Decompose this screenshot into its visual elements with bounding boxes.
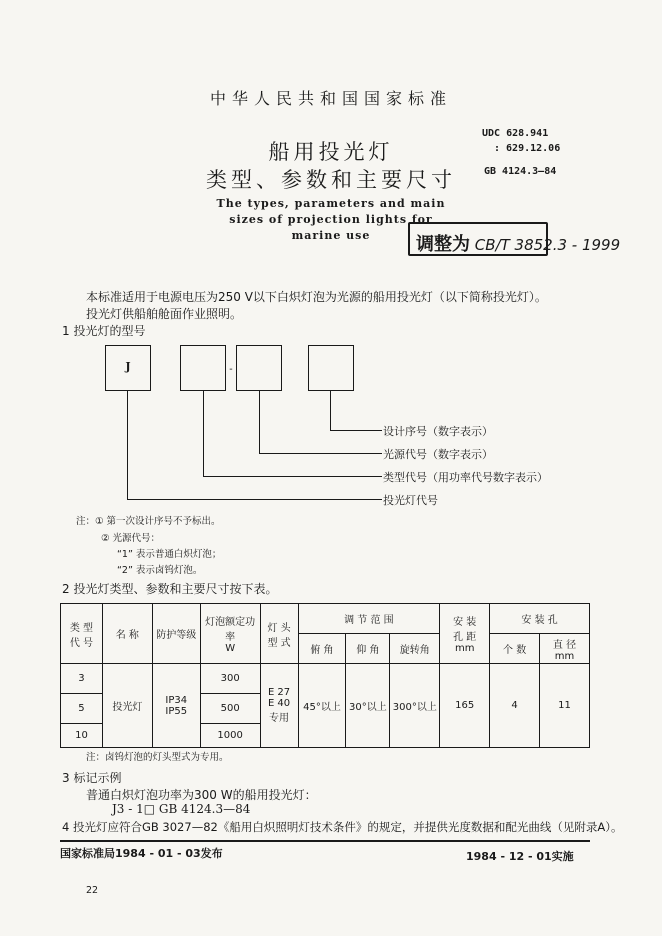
section2-heading: 2 投光灯类型、参数和主要尺寸按下表。 bbox=[62, 582, 278, 596]
note-2b: “2” 表示卤钨灯泡。 bbox=[117, 565, 203, 576]
model-box-1 bbox=[105, 345, 151, 391]
cell-protection: IP34 IP55 bbox=[152, 664, 200, 748]
th-hole-diameter: 直 径 mm bbox=[540, 634, 590, 664]
cell-power-300: 300 bbox=[200, 664, 260, 694]
connector-lamp-h bbox=[127, 499, 382, 500]
th-hole-count: 个 数 bbox=[490, 634, 540, 664]
th-mount-holes: 安 装 孔 bbox=[490, 604, 590, 634]
connector-source-v bbox=[259, 391, 260, 454]
english-title-line1: The types, parameters and main bbox=[216, 197, 446, 210]
cell-type-5: 5 bbox=[61, 694, 103, 724]
page-number: 22 bbox=[86, 885, 99, 896]
label-lamp-code: 投光灯代号 bbox=[383, 494, 438, 507]
th-rotation: 旋转角 bbox=[390, 634, 440, 664]
th-protection: 防护等级 bbox=[152, 604, 200, 664]
model-box-3 bbox=[236, 345, 282, 391]
label-type-code: 类型代号（用功率代号数字表示） bbox=[383, 471, 548, 484]
cell-type-3: 3 bbox=[61, 664, 103, 694]
udc-code-line2: : 629.12.06 bbox=[494, 143, 561, 154]
label-design-number: 设计序号（数字表示） bbox=[383, 425, 493, 438]
note-1: 注：① 第一次设计序号不予标出。 bbox=[76, 516, 221, 527]
th-pitch-up: 仰 角 bbox=[346, 634, 390, 664]
revision-stamp bbox=[408, 222, 621, 256]
cell-pitch-down: 45°以上 bbox=[298, 664, 346, 748]
stamp-main-text: 调整为 bbox=[416, 234, 470, 255]
cell-name: 投光灯 bbox=[102, 664, 152, 748]
cell-cap-type: E 27 E 40 专用 bbox=[260, 664, 298, 748]
connector-design-v bbox=[330, 391, 331, 431]
cell-rotation: 300°以上 bbox=[390, 664, 440, 748]
cell-pitch-up: 30°以上 bbox=[346, 664, 390, 748]
cell-mount-distance: 165 bbox=[440, 664, 490, 748]
th-type-code: 类 型 代 号 bbox=[61, 604, 103, 664]
cell-power-500: 500 bbox=[200, 694, 260, 724]
udc-code-line1: UDC 628.941 bbox=[482, 128, 549, 139]
connector-source-h bbox=[259, 453, 382, 454]
th-adjust-range: 调 节 范 围 bbox=[298, 604, 440, 634]
model-box-4 bbox=[308, 345, 354, 391]
model-box-1-letter: J bbox=[125, 360, 131, 373]
stamp-code-text: CB/T 3852.3 - 1999 bbox=[474, 236, 621, 254]
model-dash: - bbox=[229, 364, 233, 375]
intro-usage-text: 投光灯供船舶舱面作业照明。 bbox=[86, 307, 243, 321]
connector-type-h bbox=[203, 476, 382, 477]
national-standard-heading: 中华人民共和国国家标准 bbox=[209, 89, 452, 108]
th-mount-distance: 安 装 孔 距 mm bbox=[440, 604, 490, 664]
connector-type-v bbox=[203, 391, 204, 477]
gb-standard-code: GB 4124.3—84 bbox=[484, 166, 557, 177]
intro-scope-text: 本标准适用于电源电压为250 V以下白炽灯泡为光源的船用投光灯（以下简称投光灯）。 bbox=[86, 290, 547, 304]
note-2a: “1” 表示普通白炽灯泡； bbox=[117, 549, 222, 560]
th-pitch-down: 俯 角 bbox=[298, 634, 346, 664]
section3-example-text: 普通白炽灯泡功率为300 W的船用投光灯： bbox=[86, 788, 317, 802]
table-note: 注：卤钨灯泡的灯头型式为专用。 bbox=[86, 752, 229, 763]
model-box-2 bbox=[180, 345, 226, 391]
section3-marking: J3 - 1□ GB 4124.3—84 bbox=[112, 802, 251, 816]
english-title-line2: sizes of projection lights for bbox=[229, 213, 433, 226]
spec-table bbox=[60, 603, 590, 748]
note-2: ② 光源代号： bbox=[101, 533, 161, 544]
connector-design-h bbox=[330, 430, 382, 431]
section1-heading: 1 投光灯的型号 bbox=[62, 324, 146, 338]
th-cap-type: 灯 头 型 式 bbox=[260, 604, 298, 664]
th-power: 灯泡额定功率 W bbox=[200, 604, 260, 664]
cell-hole-count: 4 bbox=[490, 664, 540, 748]
cell-power-1000: 1000 bbox=[200, 724, 260, 748]
section4-text: 4 投光灯应符合GB 3027—82《船用白炽照明灯技术条件》的规定，并提供光度数据和配光曲线（见附录A）。 bbox=[62, 820, 623, 834]
english-title-line3: marine use bbox=[291, 229, 371, 242]
footer-effective: 1984 - 12 - 01实施 bbox=[466, 850, 574, 863]
cell-hole-diameter: 11 bbox=[540, 664, 590, 748]
th-name: 名 称 bbox=[102, 604, 152, 664]
connector-lamp-v bbox=[127, 391, 128, 500]
section3-heading: 3 标记示例 bbox=[62, 771, 122, 785]
footer-divider bbox=[60, 840, 590, 842]
cell-type-10: 10 bbox=[61, 724, 103, 748]
footer-issued: 国家标准局1984 - 01 - 03发布 bbox=[60, 847, 223, 860]
label-light-source-code: 光源代号（数字表示） bbox=[383, 448, 493, 461]
document-title-line2: 类型、参数和主要尺寸 bbox=[206, 168, 456, 192]
document-title-line1: 船用投光灯 bbox=[268, 140, 394, 164]
